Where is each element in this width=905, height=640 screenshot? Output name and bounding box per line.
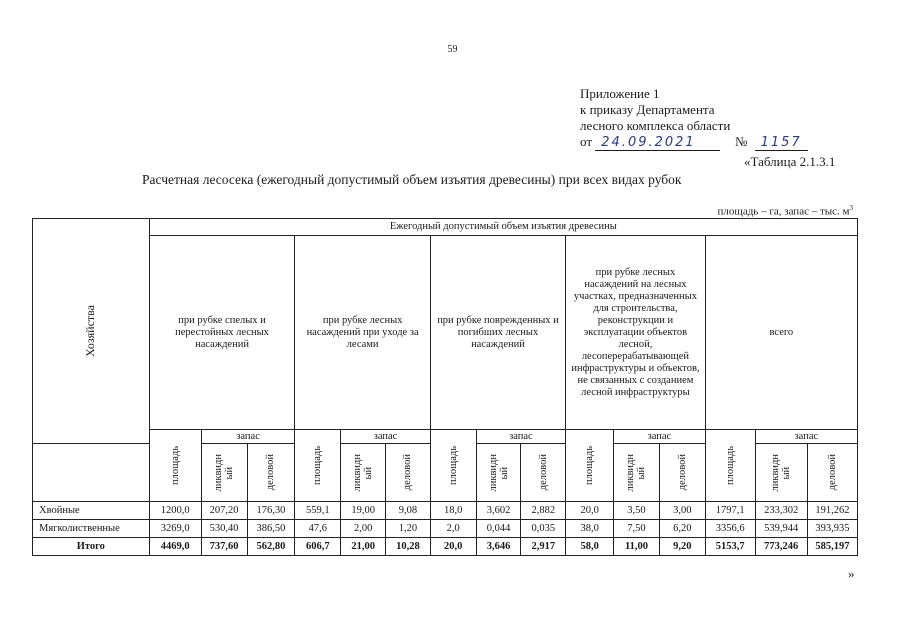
group-header: Ежегодный допустимый объем изъятия древесины <box>149 219 857 236</box>
table-cell: 176,30 <box>247 502 295 520</box>
table-cell: 737,60 <box>201 538 247 556</box>
table-cell: 233,302 <box>755 502 807 520</box>
table-cell: 393,935 <box>807 520 857 538</box>
row-name: Хвойные <box>33 502 150 520</box>
table-cell: 1200,0 <box>149 502 201 520</box>
table-cell: 2,917 <box>521 538 566 556</box>
stock-header: запас <box>476 430 566 444</box>
table-cell: 1,20 <box>386 520 431 538</box>
table-reference: «Таблица 2.1.3.1 <box>744 154 836 169</box>
table-cell: 559,1 <box>295 502 341 520</box>
table-cell: 21,00 <box>341 538 386 556</box>
table-row <box>33 538 858 556</box>
table-cell: 3,646 <box>476 538 521 556</box>
liquid-header: ликвидн ый <box>476 444 521 502</box>
table-row <box>33 520 858 538</box>
appendix-line-2: к приказу Департамента <box>580 102 715 117</box>
page-number: 59 <box>447 44 458 55</box>
allowable-cut-table <box>32 218 858 556</box>
appendix-block <box>580 86 808 151</box>
business-header: деловой <box>659 444 705 502</box>
table-cell: 539,944 <box>755 520 807 538</box>
table-cell: 585,197 <box>807 538 857 556</box>
stock-header: запас <box>755 430 857 444</box>
table-cell: 606,7 <box>295 538 341 556</box>
table-cell: 47,6 <box>295 520 341 538</box>
table-cell: 20,0 <box>566 502 614 520</box>
owner-header-label: Хозяйства <box>83 305 98 357</box>
appendix-line-1: Приложение 1 <box>580 86 660 101</box>
units-superscript: 3 <box>849 204 853 212</box>
table-cell: 2,0 <box>430 520 476 538</box>
table-cell: 2,00 <box>341 520 386 538</box>
owner-subheader-blank <box>33 444 150 502</box>
handwritten-number: 1157 <box>755 135 808 151</box>
table-cell: 58,0 <box>566 538 614 556</box>
stock-header: запас <box>201 430 295 444</box>
table-cell: 386,50 <box>247 520 295 538</box>
units-text: площадь – га, запас – тыс. м <box>717 205 850 218</box>
table-cell: 3,602 <box>476 502 521 520</box>
category-header-mature: при рубке спелых и перестойных лесных насаждений <box>149 236 295 430</box>
table-cell: 11,00 <box>614 538 660 556</box>
business-header: деловой <box>386 444 431 502</box>
category-header-construction: при рубке лесных насаждений на лесных участках, предназначенных для строительства, реконструкции и эксплуатации объектов лесной, лесоперерабатывающей инфраструктуры и объектов, не связанных с созданием лесной инфраструктуры <box>566 236 706 430</box>
handwritten-date: 24.09.2021 <box>595 135 719 151</box>
business-header: деловой <box>247 444 295 502</box>
table-cell: 0,044 <box>476 520 521 538</box>
business-header: деловой <box>807 444 857 502</box>
table-cell: 9,08 <box>386 502 431 520</box>
category-header-damaged: при рубке поврежденных и погибших лесных насаждений <box>430 236 565 430</box>
liquid-header: ликвидн ый <box>755 444 807 502</box>
area-header: площадь <box>430 430 476 502</box>
liquid-header: ликвидн ый <box>201 444 247 502</box>
table-cell: 3,00 <box>659 502 705 520</box>
stock-header: запас <box>341 430 431 444</box>
liquid-header: ликвидн ый <box>341 444 386 502</box>
date-prefix: от <box>580 134 593 149</box>
table-cell: 530,40 <box>201 520 247 538</box>
table-cell: 4469,0 <box>149 538 201 556</box>
liquid-header: ликвидн ый <box>614 444 660 502</box>
table-row <box>33 502 858 520</box>
table-cell: 10,28 <box>386 538 431 556</box>
area-header: площадь <box>705 430 755 502</box>
document-title: Расчетная лесосека (ежегодный допустимый объем изъятия древесины) при всех видах рубок <box>142 172 682 187</box>
area-header: площадь <box>149 430 201 502</box>
table-cell: 3269,0 <box>149 520 201 538</box>
table-cell: 6,20 <box>659 520 705 538</box>
table-cell: 38,0 <box>566 520 614 538</box>
category-header-total: всего <box>705 236 857 430</box>
area-header: площадь <box>566 430 614 502</box>
owner-header <box>33 219 150 444</box>
table-cell: 773,246 <box>755 538 807 556</box>
area-header: площадь <box>295 430 341 502</box>
table-cell: 2,882 <box>521 502 566 520</box>
table-cell: 18,0 <box>430 502 476 520</box>
table-cell: 562,80 <box>247 538 295 556</box>
table-body <box>33 502 858 556</box>
business-header: деловой <box>521 444 566 502</box>
order-date-line <box>580 134 808 151</box>
table-cell: 191,262 <box>807 502 857 520</box>
category-header-thinning: при рубке лесных насаждений при уходе за лесами <box>295 236 430 430</box>
number-sign: № <box>734 134 748 149</box>
appendix-line-3: лесного комплекса области <box>580 118 731 133</box>
table-cell: 19,00 <box>341 502 386 520</box>
table-cell: 3,50 <box>614 502 660 520</box>
table-cell: 1797,1 <box>705 502 755 520</box>
row-name: Мягколиственные <box>33 520 150 538</box>
table-cell: 7,50 <box>614 520 660 538</box>
row-name: Итого <box>33 538 150 556</box>
table-cell: 3356,6 <box>705 520 755 538</box>
table-cell: 0,035 <box>521 520 566 538</box>
table-cell: 5153,7 <box>705 538 755 556</box>
table-cell: 207,20 <box>201 502 247 520</box>
table-cell: 9,20 <box>659 538 705 556</box>
stock-header: запас <box>614 430 706 444</box>
units-note <box>717 204 853 218</box>
closing-quote: » <box>848 566 855 581</box>
table-cell: 20,0 <box>430 538 476 556</box>
